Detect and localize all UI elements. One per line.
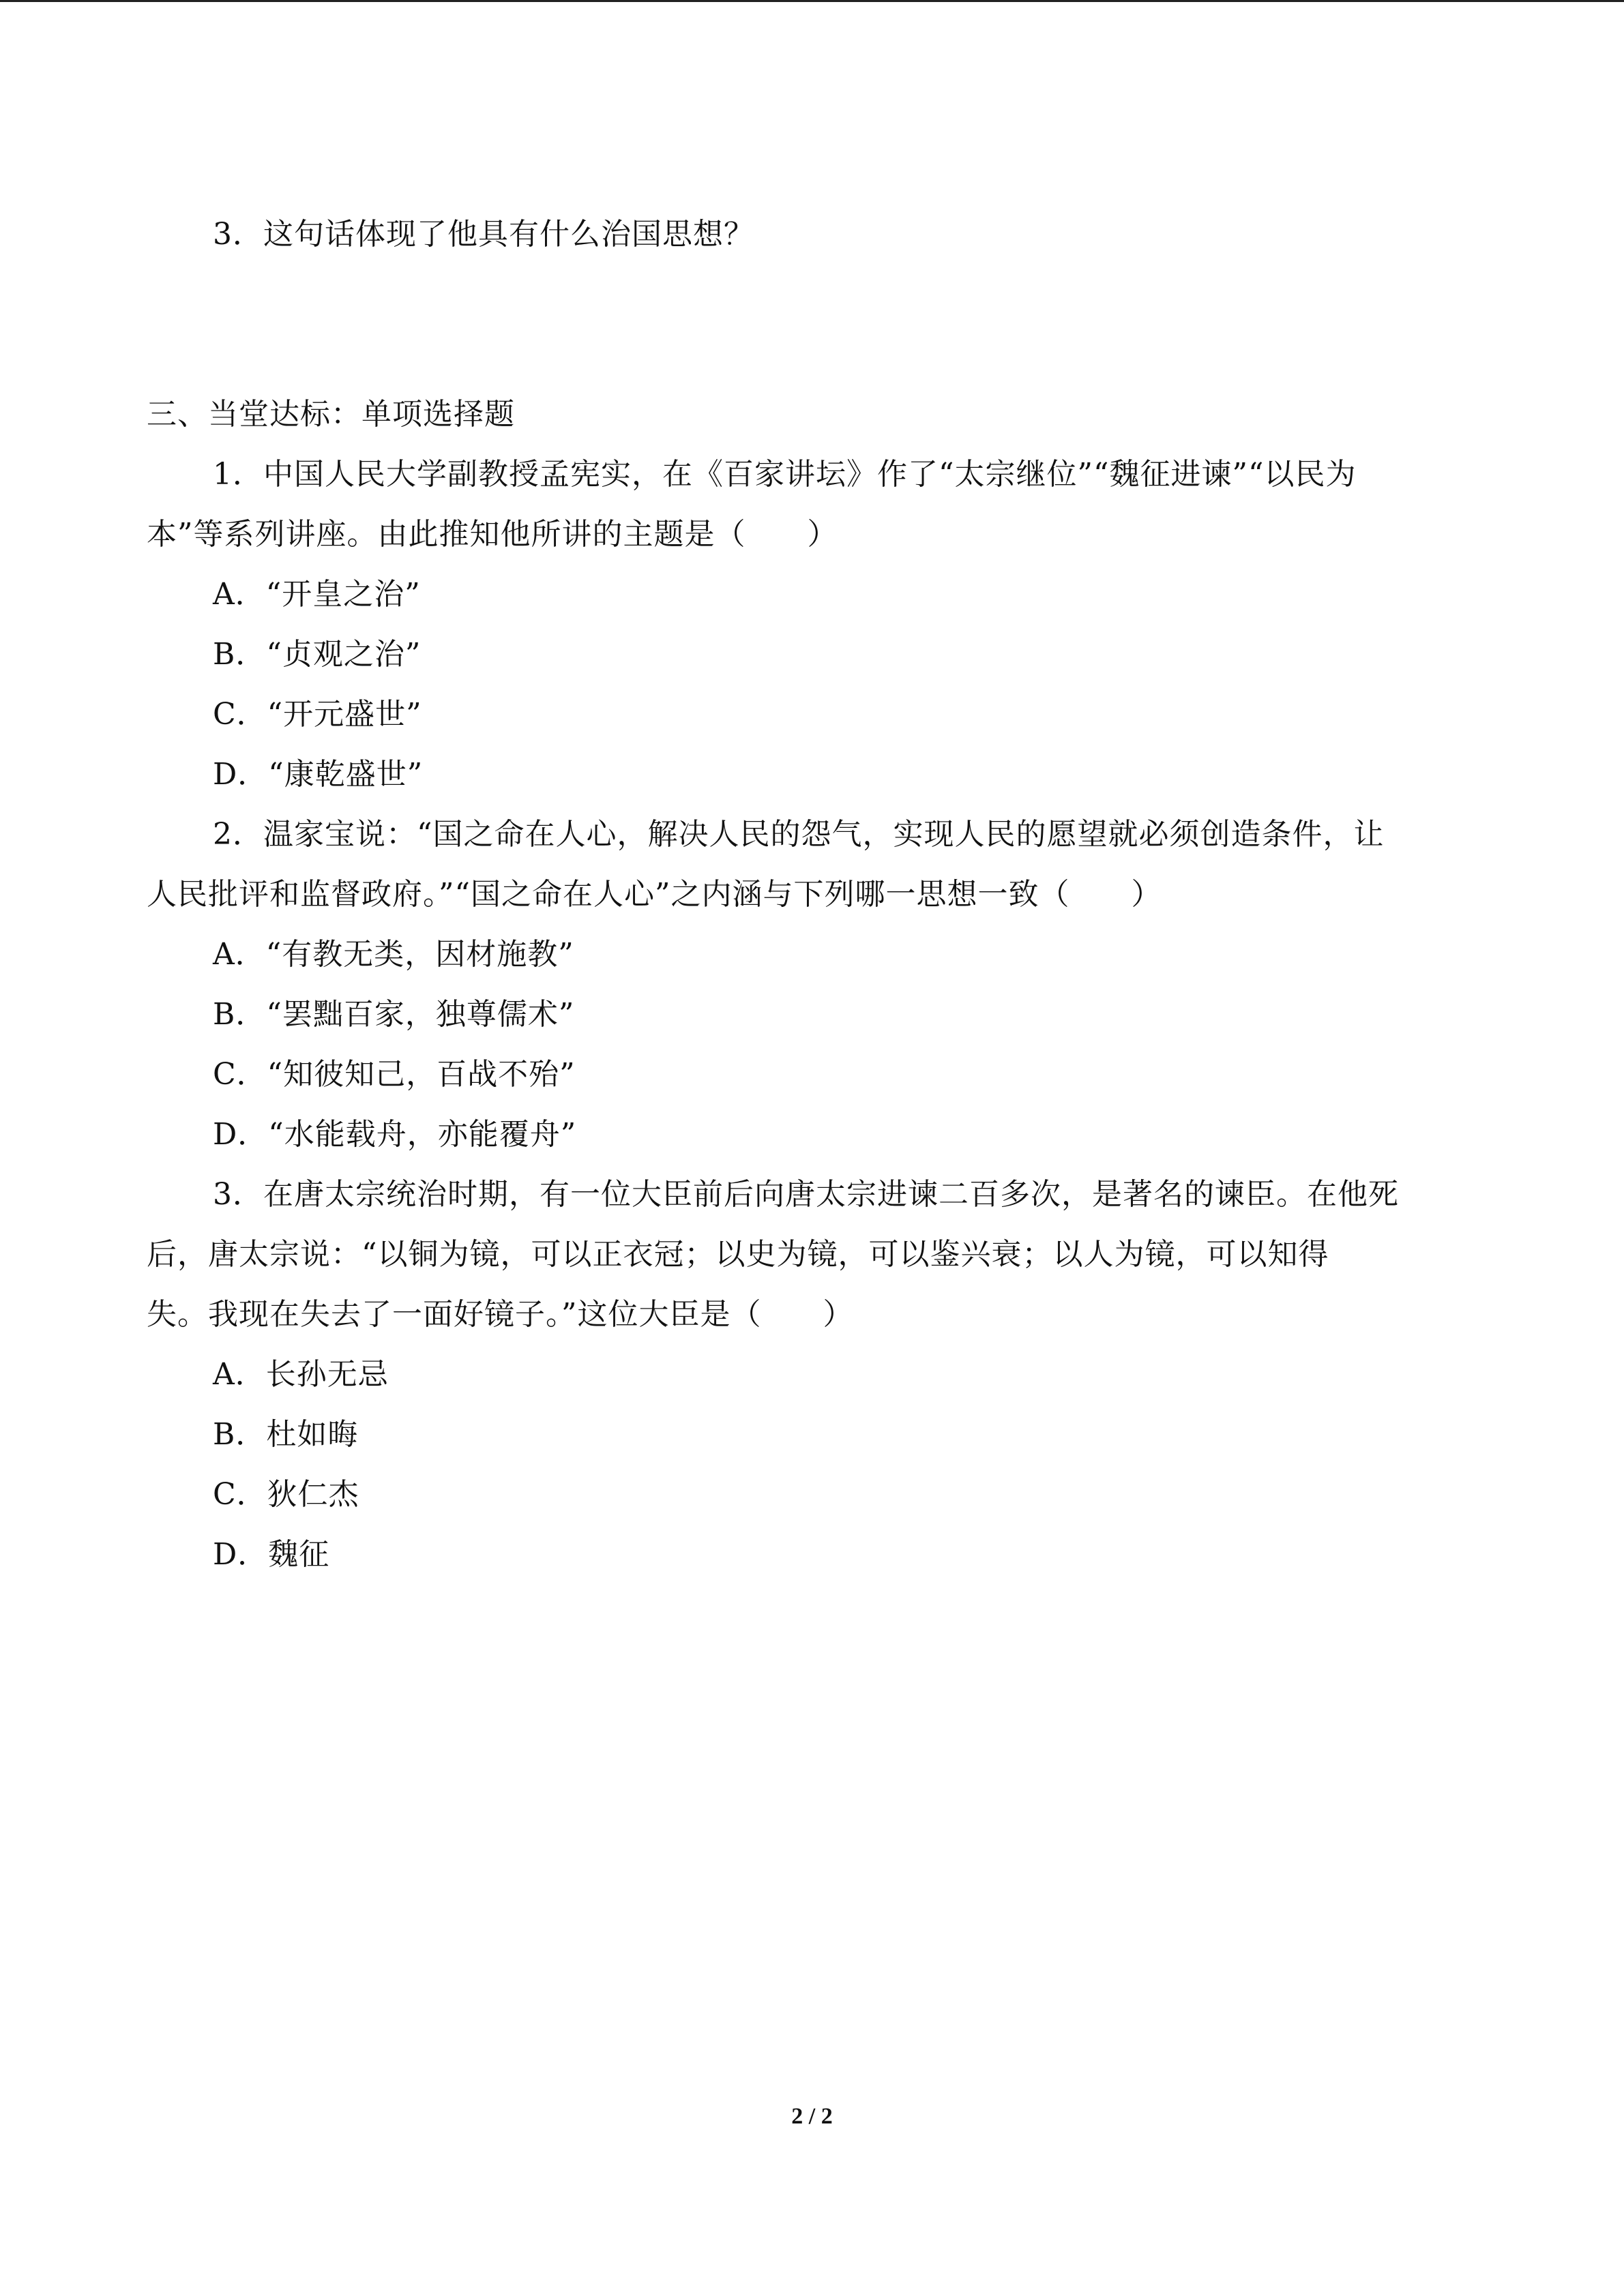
question-3-line-2: 后，唐太宗说：“以铜为镜，可以正衣冠；以史为镜，可以鉴兴衰；以人为镜，可以知得 xyxy=(147,1237,1329,1272)
question-2-option-c: C．“知彼知己，百战不殆” xyxy=(213,1057,576,1092)
remaining-question: 3．这句话体现了他具有什么治国思想？ xyxy=(213,217,754,252)
question-1-option-d: D．“康乾盛世” xyxy=(213,757,424,792)
page-top-border xyxy=(0,0,1624,2)
question-2-line-2: 人民批评和监督政府。”“国之命在人心”之内涵与下列哪一思想一致（ ） xyxy=(147,877,1162,912)
section-title: 三、当堂达标：单项选择题 xyxy=(147,397,515,432)
question-3-option-a: A．长孙无忌 xyxy=(213,1357,389,1392)
question-2-option-d: D．“水能载舟，亦能覆舟” xyxy=(213,1117,577,1152)
question-3-line-3: 失。我现在失去了一面好镜子。”这位大臣是（ ） xyxy=(147,1297,854,1332)
question-3-option-c: C．狄仁杰 xyxy=(213,1477,359,1512)
question-2-line-1: 2．温家宝说：“国之命在人心，解决人民的怨气，实现人民的愿望就必须创造条件，让 xyxy=(213,817,1385,852)
question-1-option-c: C．“开元盛世” xyxy=(213,697,422,732)
question-1-option-a: A．“开皇之治” xyxy=(213,577,421,612)
question-3-option-b: B．杜如晦 xyxy=(213,1417,359,1452)
page-number: 2 / 2 xyxy=(791,2104,833,2129)
question-1-line-1: 1．中国人民大学副教授孟宪实，在《百家讲坛》作了“太宗继位”“魏征进谏”“以民为 xyxy=(213,457,1357,492)
question-3-line-1: 3．在唐太宗统治时期，有一位大臣前后向唐太宗进谏二百多次，是著名的谏臣。在他死 xyxy=(213,1177,1399,1212)
question-2-option-b: B．“罢黜百家，独尊儒术” xyxy=(213,997,575,1032)
question-2-option-a: A．“有教无类，因材施教” xyxy=(213,937,574,972)
question-1-line-2: 本”等系列讲座。由此推知他所讲的主题是（ ） xyxy=(147,517,838,552)
question-3-option-d: D．魏征 xyxy=(213,1537,330,1572)
question-1-option-b: B．“贞观之治” xyxy=(213,637,422,672)
